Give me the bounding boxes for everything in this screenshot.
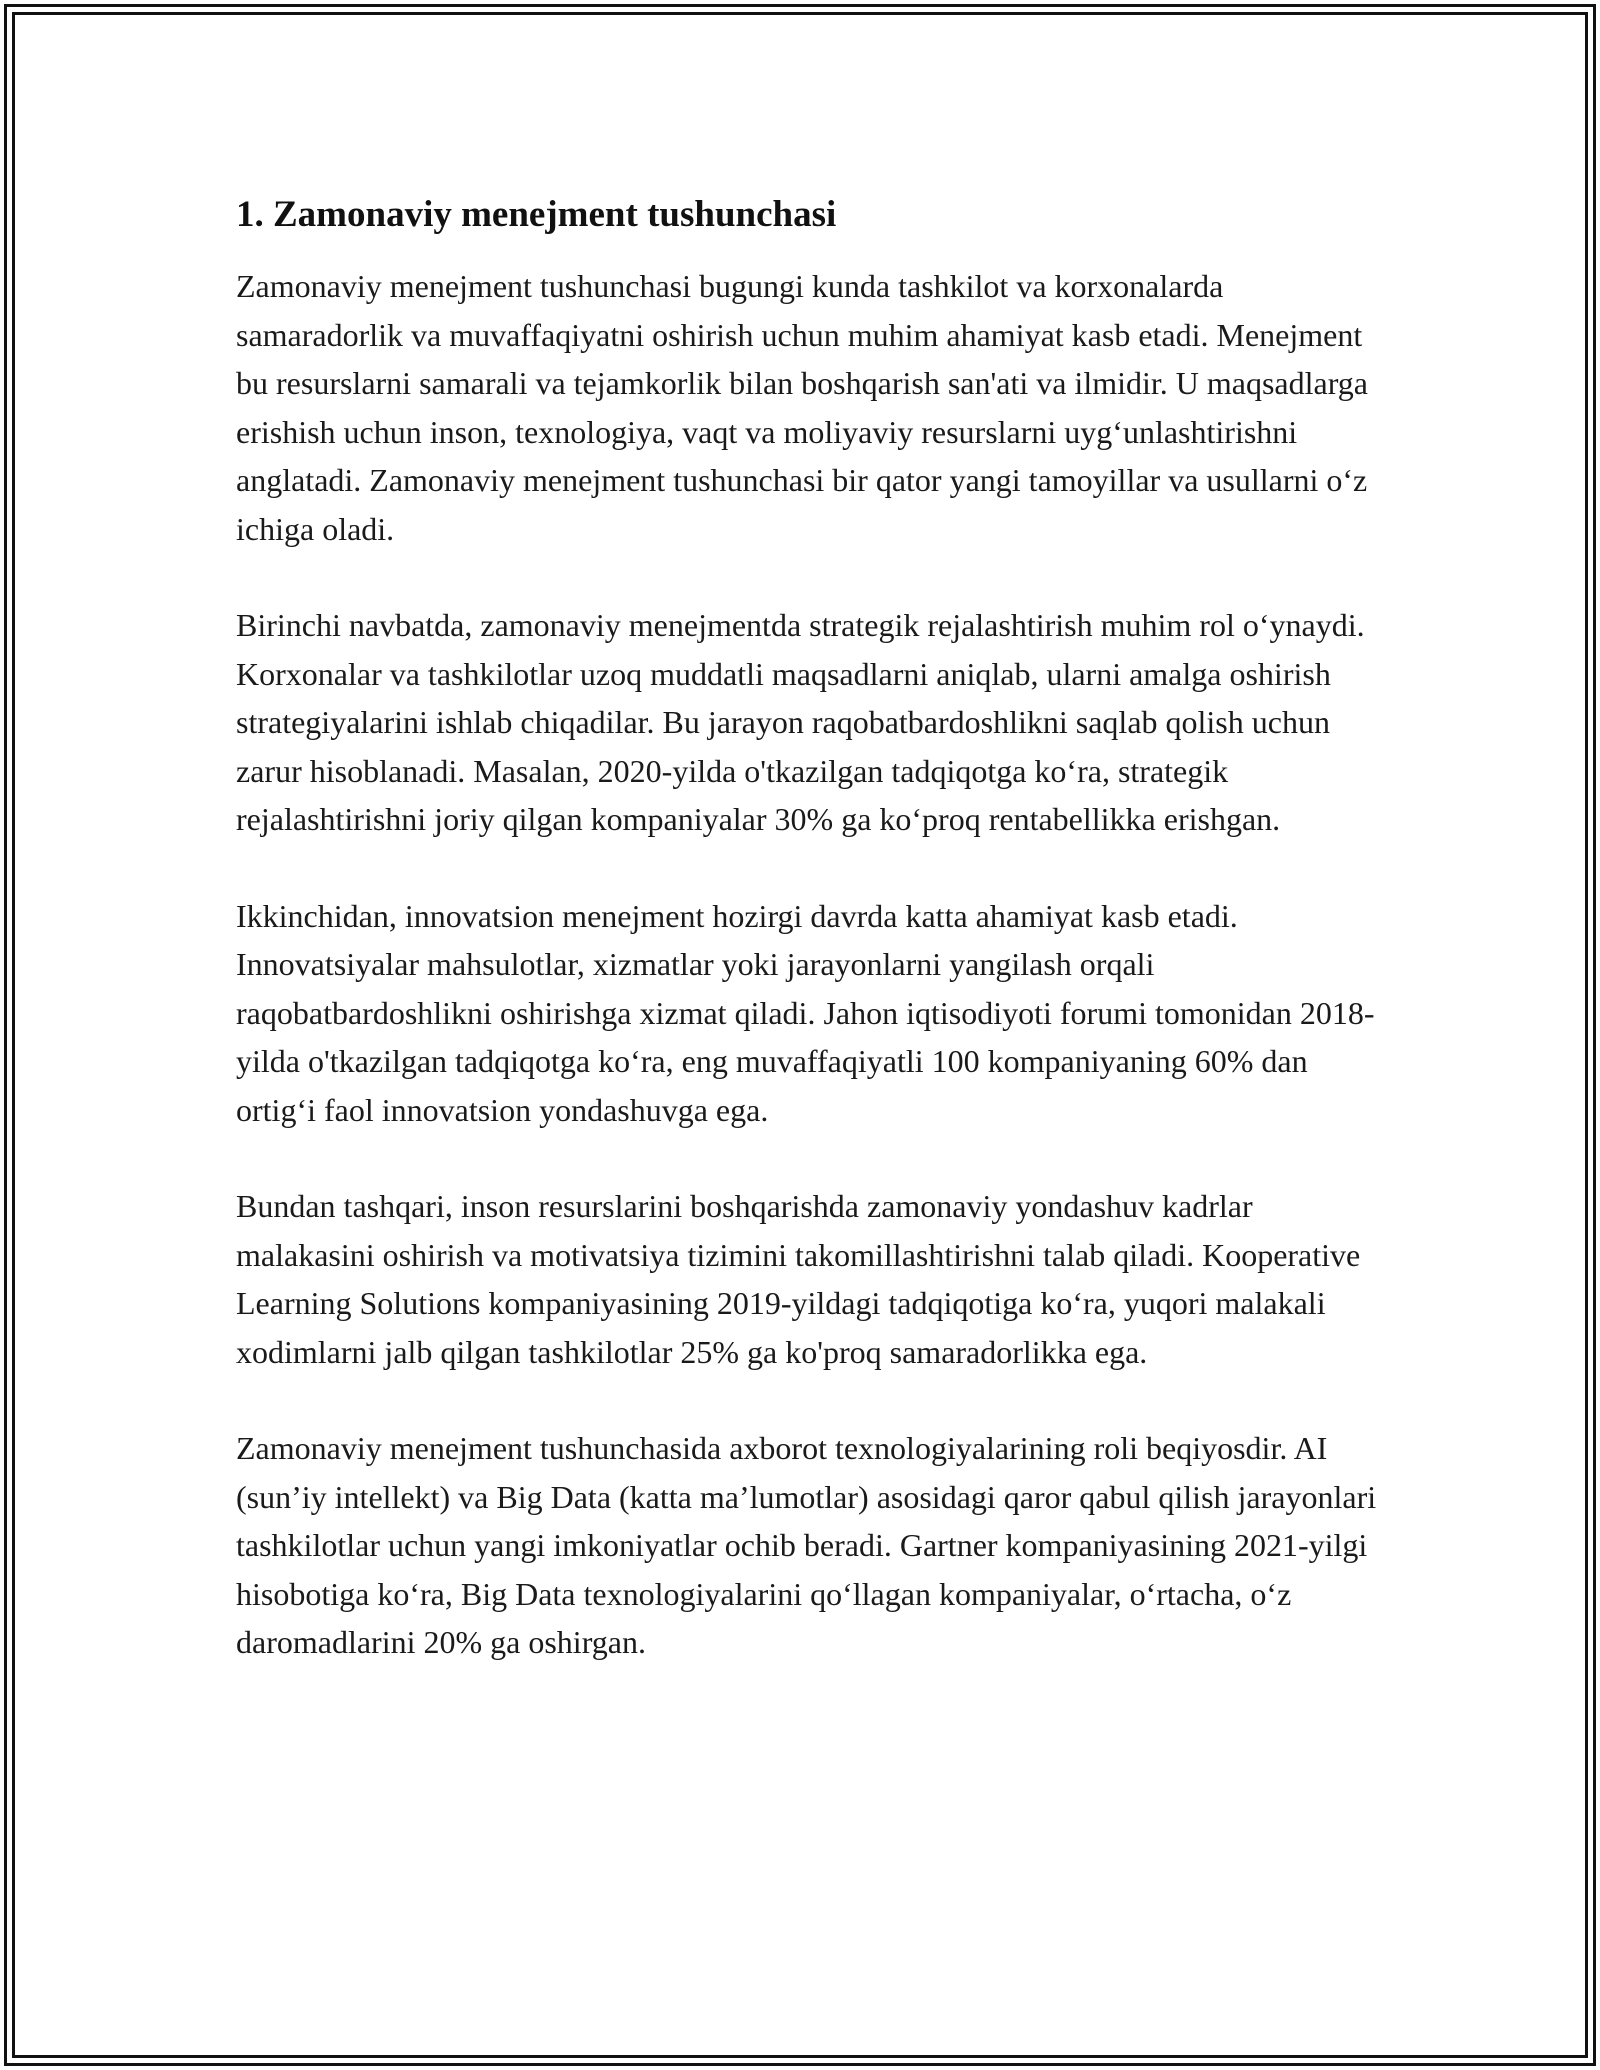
paragraph-4: Bundan tashqari, inson resurslarini boshqarishda zamonaviy yondashuv kadrlar malakasini oshirish va motivatsiya tizimini takomillashtirishni talab qiladi. Kooperative Learning Solutions kompaniyasining 2019-yildagi tadqiqotiga ko‘ra, yuqori malakali xodimlarni jalb qilgan tashkilotlar 25% ga ko'proq samaradorlikka ega. xyxy=(236,1188,1361,1370)
paragraph-1: Zamonaviy menejment tushunchasi bugungi kunda tashkilot va korxonalarda samaradorlik va muvaffaqiyatni oshirish uchun muhim ahamiyat kasb etadi. Menejment bu resurslarni samarali va tejamkorlik bilan boshqarish san'ati va ilmidir. U maqsadlarga erishish uchun inson, texnologiya, vaqt va moliyaviy resurslarni uyg‘unlashtirishni anglatadi. Zamonaviy menejment tushunchasi bir qator yangi tamoyillar va usullarni o‘z ichiga oladi. xyxy=(236,268,1368,547)
paragraph-3: Ikkinchidan, innovatsion menejment hozirgi davrda katta ahamiyat kasb etadi. Innovatsiyalar mahsulotlar, xizmatlar yoki jarayonlarni yangilash orqali raqobatbardoshlikni oshirishga xizmat qiladi. Jahon iqtisodiyoti forumi tomonidan 2018-yilda o'tkazilgan tadqiqotga ko‘ra, eng muvaffaqiyatli 100 kompaniyaning 60% dan ortig‘i faol innovatsion yondashuvga ega. xyxy=(236,897,1375,1128)
paragraph-2: Birinchi navbatda, zamonaviy menejmentda strategik rejalashtirish muhim rol o‘ynaydi. Korxonalar va tashkilotlar uzoq muddatli maqsadlarni aniqlab, ularni amalga oshirish strategiyalarini ishlab chiqadilar. Bu jarayon raqobatbardoshlikni saqlab qolish uchun zarur hisoblanadi. Masalan, 2020-yilda o'tkazilgan tadqiqotga ko‘ra, strategik rejalashtirishni joriy qilgan kompaniyalar 30% ga ko‘proq rentabellikka erishgan. xyxy=(236,607,1365,837)
paragraph-5: Zamonaviy menejment tushunchasida axborot texnologiyalarining roli beqiyosdir. AI (sun’iy intellekt) va Big Data (katta ma’lumotlar) asosidagi qaror qabul qilish jarayonlari tashkilotlar uchun yangi imkoniyatlar ochib beradi. Gartner kompaniyasining 2021-yilgi hisobotiga ko‘ra, Big Data texnologiyalarini qo‘llagan kompaniyalar, o‘rtacha, o‘z daromadlarini 20% ga oshirgan. xyxy=(236,1430,1377,1660)
document-body xyxy=(236,186,1386,1667)
section-heading: 1. Zamonaviy menejment tushunchasi xyxy=(236,194,837,235)
